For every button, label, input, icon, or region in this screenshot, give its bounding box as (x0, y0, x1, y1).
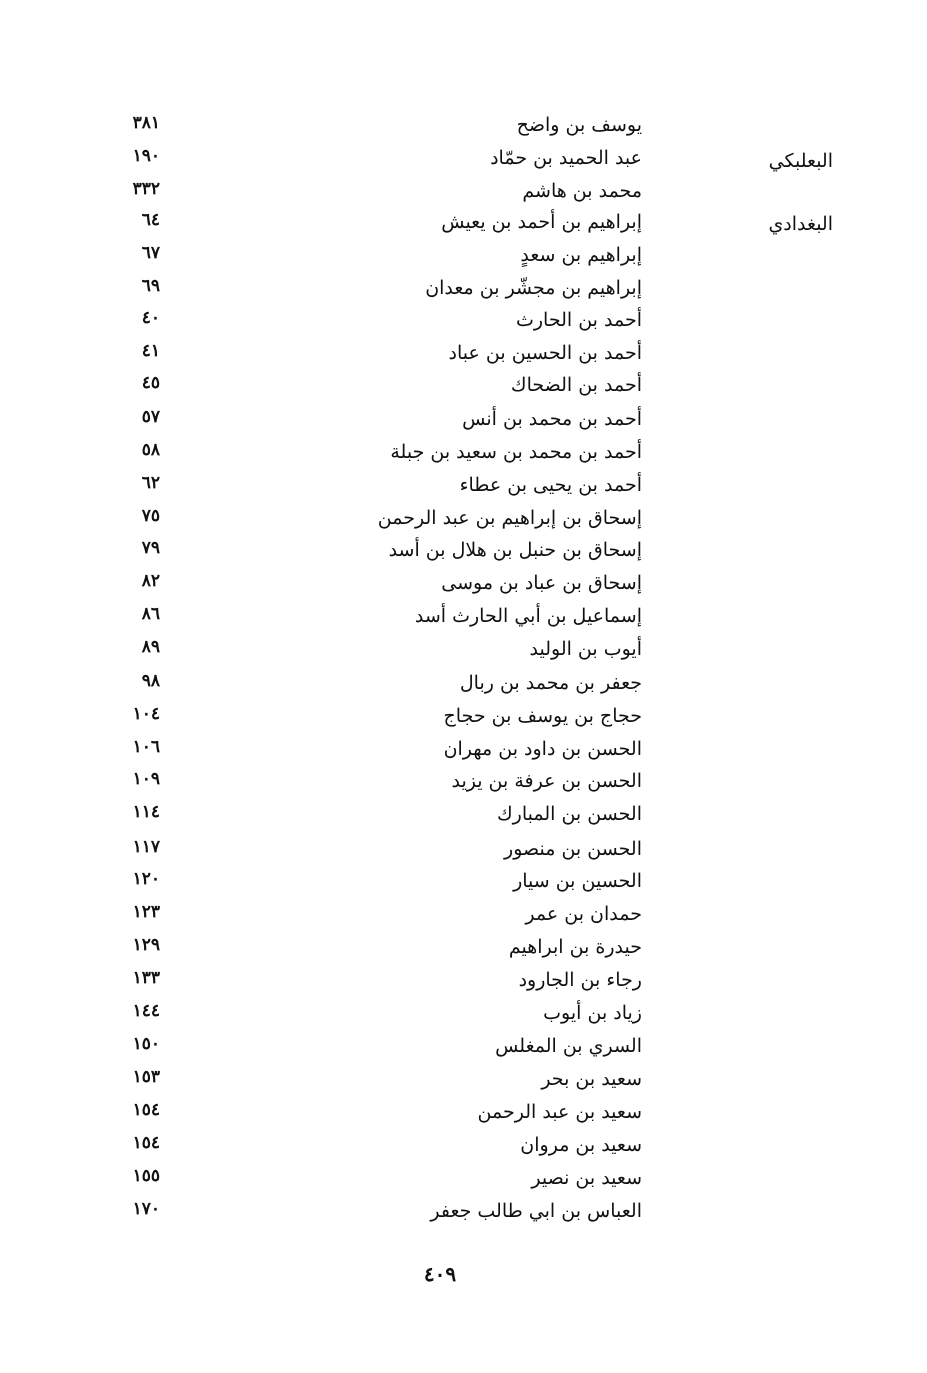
entry-name: أحمد بن الحارث (516, 309, 642, 331)
entry-name: أحمد بن محمد بن أنس (462, 408, 642, 430)
index-entry (80, 1163, 840, 1195)
entry-name: أحمد بن الضحاك (510, 374, 642, 396)
index-entry (80, 240, 840, 272)
entry-page-number: ٣٨١ (132, 113, 160, 133)
entry-page-number: ٨٦ (141, 604, 160, 624)
entry-page-number: ١٣٣ (132, 968, 160, 988)
entry-page-number: ٤٥ (141, 373, 160, 393)
index-entry (80, 110, 840, 142)
index-entry (80, 668, 840, 700)
index-entry (80, 1097, 840, 1129)
entry-name: أحمد بن محمد بن سعيد بن جبلة (390, 441, 642, 463)
index-entry (80, 601, 840, 633)
entry-name: سعيد بن عبد الرحمن (477, 1101, 642, 1123)
index-entry (80, 370, 840, 402)
index-entry (80, 799, 840, 831)
index-entry (80, 899, 840, 931)
entry-page-number: ١٠٩ (132, 769, 160, 789)
entry-page-number: ١٢٣ (132, 902, 160, 922)
entry-page-number: ١٠٦ (132, 737, 160, 757)
index-entry (80, 176, 840, 208)
entry-name: إبراهيم بن سعدٍ (520, 244, 642, 266)
page-number: ٤٠٩ (423, 1262, 457, 1286)
index-entry (80, 634, 840, 666)
entry-name: زياد بن أيوب (543, 1002, 642, 1024)
entry-page-number: ٦٩ (141, 276, 160, 296)
entry-name: الحسن بن منصور (504, 838, 642, 860)
index-entry (80, 535, 840, 567)
index-entry (80, 834, 840, 866)
entry-page-number: ١١٧ (132, 837, 160, 857)
entry-page-number: ٦٢ (141, 473, 160, 493)
index-entry (80, 437, 840, 469)
entry-name: الحسين بن سيار (513, 870, 642, 892)
entry-name: أيوب بن الوليد (529, 638, 642, 660)
index-entry (80, 701, 840, 733)
index-entry (80, 965, 840, 997)
entry-page-number: ١٢٠ (132, 869, 160, 889)
entry-page-number: ٤٠ (141, 308, 160, 328)
index-entry (80, 143, 840, 175)
index-entry (80, 1064, 840, 1096)
index-entry (80, 470, 840, 502)
entry-page-number: ٧٥ (141, 506, 160, 526)
index-entry (80, 503, 840, 535)
entry-page-number: ٩٨ (141, 671, 160, 691)
entry-name: رجاء بن الجارود (518, 969, 642, 991)
index-entry (80, 1031, 840, 1063)
index-entry (80, 404, 840, 436)
entry-page-number: ٨٢ (141, 571, 160, 591)
entry-page-number: ١٥٤ (132, 1133, 160, 1153)
entry-page-number: ١٥٣ (132, 1067, 160, 1087)
entry-name: جعفر بن محمد بن ربال (459, 672, 642, 694)
entry-name: سعيد بن بحر (541, 1068, 642, 1090)
entry-page-number: ١٥٥ (132, 1166, 160, 1186)
group-label-baghdadi: البغدادي (768, 213, 833, 235)
entry-page-number: ١٢٩ (132, 935, 160, 955)
index-entry (80, 866, 840, 898)
index-entry (80, 273, 840, 305)
index-entry (80, 998, 840, 1030)
entry-name: أحمد بن يحيى بن عطاء (459, 474, 642, 496)
entry-name: إبراهيم بن أحمد بن يعيش (441, 211, 642, 233)
entry-page-number: ١٤٤ (132, 1001, 160, 1021)
index-entry (80, 338, 840, 370)
entry-page-number: ٤١ (141, 341, 160, 361)
entry-name: السري بن المغلس (495, 1035, 642, 1057)
index-entry (80, 207, 840, 239)
entry-name: الحسن بن المبارك (497, 803, 642, 825)
entry-name: حجاج بن يوسف بن حجاج (443, 705, 642, 727)
index-entry (80, 1196, 840, 1228)
entry-name: سعيد بن مروان (520, 1134, 642, 1156)
entry-page-number: ١٥٤ (132, 1100, 160, 1120)
entry-page-number: ١١٤ (132, 802, 160, 822)
entry-name: يوسف بن واضح (516, 114, 642, 136)
entry-name: إسحاق بن عباد بن موسى (441, 572, 642, 594)
entry-name: سعيد بن نصير (531, 1167, 642, 1189)
entry-page-number: ٦٧ (141, 243, 160, 263)
entry-name: حمدان بن عمر (525, 903, 642, 925)
entry-name: العباس بن ابي طالب جعفر (430, 1200, 642, 1222)
group-label-baalbaki: البعلبكي (768, 150, 833, 172)
index-entry (80, 766, 840, 798)
entry-name: الحسن بن عرفة بن يزيد (451, 770, 642, 792)
entry-name: الحسن بن داود بن مهران (443, 738, 642, 760)
entry-page-number: ٨٩ (141, 637, 160, 657)
index-entry (80, 734, 840, 766)
entry-name: محمد بن هاشم (522, 180, 642, 202)
entry-name: إسحاق بن إبراهيم بن عبد الرحمن (377, 507, 642, 529)
entry-page-number: ٥٨ (141, 440, 160, 460)
entry-page-number: ٣٣٢ (132, 179, 160, 199)
entry-page-number: ٦٤ (141, 210, 160, 230)
index-entry (80, 305, 840, 337)
index-entry (80, 568, 840, 600)
index-entry (80, 1130, 840, 1162)
entry-page-number: ١٠٤ (132, 704, 160, 724)
entry-page-number: ٥٧ (141, 407, 160, 427)
entry-page-number: ١٧٠ (132, 1199, 160, 1219)
entry-name: أحمد بن الحسين بن عباد (448, 342, 642, 364)
entry-name: إسحاق بن حنبل بن هلال بن أسد (388, 539, 642, 561)
entry-name: حيدرة بن ابراهيم (508, 936, 642, 958)
entry-name: إسماعيل بن أبي الحارث أسد (414, 605, 642, 627)
entry-page-number: ٧٩ (141, 538, 160, 558)
index-entry (80, 932, 840, 964)
entry-name: إبراهيم بن مجشّر بن معدان (425, 277, 642, 299)
entry-page-number: ١٥٠ (132, 1034, 160, 1054)
entry-name: عبد الحميد بن حمّاد (490, 147, 642, 169)
entry-page-number: ١٩٠ (132, 146, 160, 166)
